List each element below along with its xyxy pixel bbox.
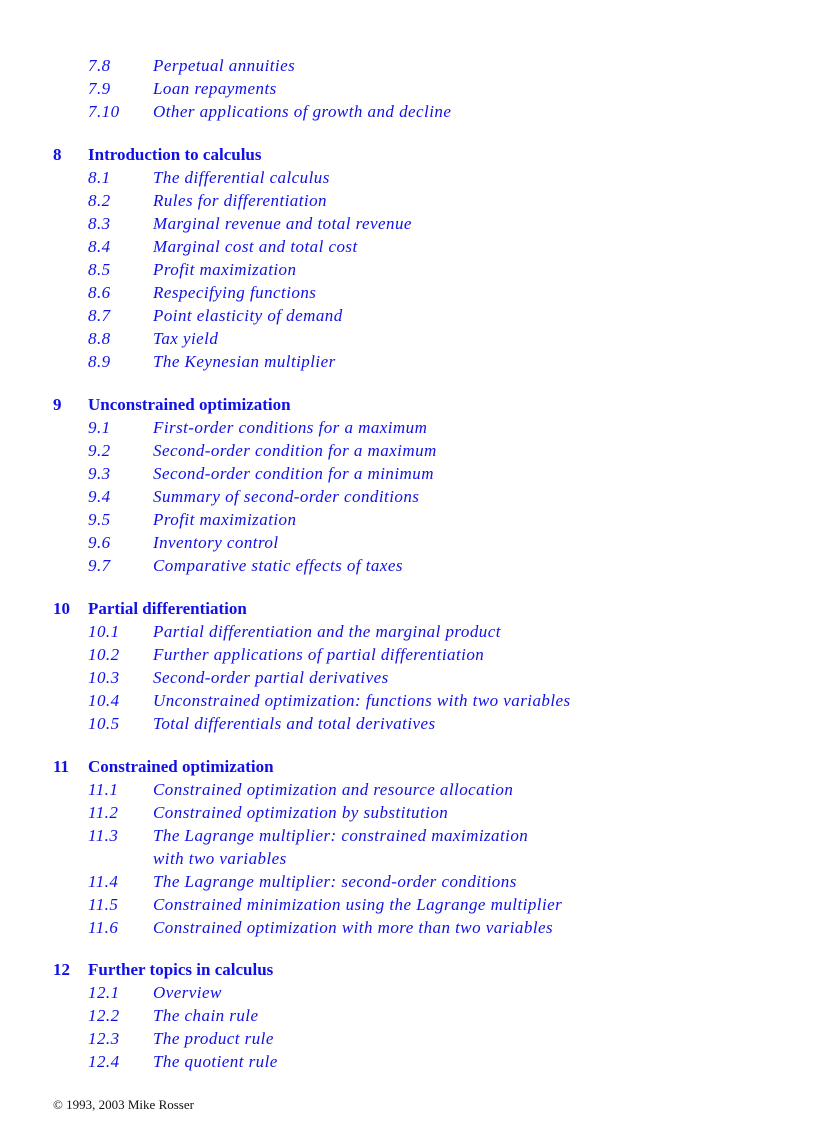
toc-entry-8-7[interactable] — [0, 304, 816, 327]
toc-entry-10-2[interactable] — [0, 643, 816, 666]
section-number: 8.1 — [88, 168, 111, 187]
toc-entry-8-5[interactable] — [0, 258, 816, 281]
section-number: 12.1 — [88, 983, 120, 1002]
section-number: 7.10 — [88, 102, 120, 121]
chapter-heading[interactable] — [0, 597, 816, 620]
section-title: Inventory control — [153, 533, 279, 552]
section-title: Marginal revenue and total revenue — [153, 214, 412, 233]
section-title: Constrained optimization by substitution — [153, 803, 449, 822]
toc-entry-8-8[interactable] — [0, 327, 816, 350]
toc-entry-7-8[interactable] — [0, 54, 816, 77]
section-title: Partial differentiation and the marginal product — [153, 622, 501, 641]
section-title: Constrained optimization and resource allocation — [153, 780, 514, 799]
toc-entry-8-1[interactable] — [0, 166, 816, 189]
toc-entry-12-2[interactable] — [0, 1004, 816, 1027]
section-title: Respecifying functions — [153, 283, 317, 302]
toc-entry-9-4[interactable] — [0, 485, 816, 508]
chapter-10 — [0, 597, 816, 735]
section-title: First-order conditions for a maximum — [153, 418, 428, 437]
toc-entry-8-6[interactable] — [0, 281, 816, 304]
toc-entry-11-1[interactable] — [0, 778, 816, 801]
chapter-number: 11 — [53, 757, 70, 776]
section-title: The Keynesian multiplier — [153, 352, 336, 371]
toc-entry-9-3[interactable] — [0, 462, 816, 485]
toc-entry-11-4[interactable] — [0, 870, 816, 893]
section-title: Profit maximization — [153, 260, 297, 279]
toc-entry-9-5[interactable] — [0, 508, 816, 531]
toc-entry-11-5[interactable] — [0, 893, 816, 916]
section-title: Second-order condition for a minimum — [153, 464, 434, 483]
section-title: Further applications of partial differentiation — [153, 645, 485, 664]
section-number: 10.2 — [88, 645, 120, 664]
section-number: 8.6 — [88, 283, 111, 302]
toc-entry-8-4[interactable] — [0, 235, 816, 258]
chapter-title: Further topics in calculus — [88, 960, 274, 979]
section-title: Comparative static effects of taxes — [153, 556, 403, 575]
section-title: Constrained optimization with more than two variables — [153, 918, 554, 937]
toc-entry-10-5[interactable] — [0, 712, 816, 735]
toc-entry-12-1[interactable] — [0, 981, 816, 1004]
toc-entry-9-7[interactable] — [0, 554, 816, 577]
toc-entry-11-2[interactable] — [0, 801, 816, 824]
toc-entry-9-1[interactable] — [0, 416, 816, 439]
section-number: 12.3 — [88, 1029, 120, 1048]
section-title: Summary of second-order conditions — [153, 487, 420, 506]
section-number: 8.8 — [88, 329, 111, 348]
chapter-title: Introduction to calculus — [88, 145, 262, 164]
section-title: Other applications of growth and decline — [153, 102, 452, 121]
chapter-title: Unconstrained optimization — [88, 395, 291, 414]
toc-entry-11-3[interactable] — [0, 824, 816, 870]
section-number: 12.2 — [88, 1006, 120, 1025]
toc-entry-12-4[interactable] — [0, 1050, 816, 1073]
section-title: Profit maximization — [153, 510, 297, 529]
section-number: 10.4 — [88, 691, 120, 710]
section-title: Second-order partial derivatives — [153, 668, 389, 687]
section-number: 9.2 — [88, 441, 111, 460]
section-number: 8.3 — [88, 214, 111, 233]
section-number: 9.3 — [88, 464, 111, 483]
section-number: 11.2 — [88, 803, 119, 822]
chapter-heading[interactable] — [0, 755, 816, 778]
section-number: 10.5 — [88, 714, 120, 733]
section-title: Overview — [153, 983, 222, 1002]
toc-entry-10-4[interactable] — [0, 689, 816, 712]
section-number: 9.4 — [88, 487, 111, 506]
toc-entry-8-9[interactable] — [0, 350, 816, 373]
chapter-title: Partial differentiation — [88, 599, 247, 618]
copyright-footer: © 1993, 2003 Mike Rosser — [53, 1097, 194, 1112]
chapter-7-continued — [0, 54, 816, 123]
section-number: 8.4 — [88, 237, 111, 256]
chapter-12 — [0, 958, 816, 1073]
section-title: Point elasticity of demand — [153, 306, 343, 325]
section-number: 9.7 — [88, 556, 111, 575]
section-number: 11.3 — [88, 826, 119, 845]
section-number: 7.8 — [88, 56, 111, 75]
toc-entry-11-6[interactable] — [0, 916, 816, 939]
section-title: Loan repayments — [153, 79, 277, 98]
toc-entry-7-9[interactable] — [0, 77, 816, 100]
section-title: Tax yield — [153, 329, 219, 348]
section-title: Second-order condition for a maximum — [153, 441, 437, 460]
section-number: 10.1 — [88, 622, 120, 641]
section-title: Rules for differentiation — [153, 191, 327, 210]
section-title: Unconstrained optimization: functions with two variables — [153, 691, 571, 710]
toc-entry-10-1[interactable] — [0, 620, 816, 643]
section-title: The product rule — [153, 1029, 274, 1048]
section-title: The Lagrange multiplier: second-order conditions — [153, 872, 517, 891]
section-number: 10.3 — [88, 668, 120, 687]
toc-entry-12-3[interactable] — [0, 1027, 816, 1050]
section-title: Perpetual annuities — [153, 56, 296, 75]
chapter-heading[interactable] — [0, 958, 816, 981]
section-number: 12.4 — [88, 1052, 120, 1071]
section-number: 11.1 — [88, 780, 119, 799]
section-number: 11.6 — [88, 918, 119, 937]
section-title: Constrained minimization using the Lagrange multiplier — [153, 895, 563, 914]
toc-entry-8-2[interactable] — [0, 189, 816, 212]
section-title: The quotient rule — [153, 1052, 278, 1071]
section-title: The Lagrange multiplier: constrained maximization with two variables — [153, 826, 529, 868]
toc-entry-8-3[interactable] — [0, 212, 816, 235]
section-number: 8.2 — [88, 191, 111, 210]
section-number: 9.1 — [88, 418, 111, 437]
chapter-title: Constrained optimization — [88, 757, 274, 776]
section-number: 11.5 — [88, 895, 119, 914]
chapter-9 — [0, 393, 816, 577]
chapter-number: 10 — [53, 599, 70, 618]
toc-entry-7-10[interactable] — [0, 100, 816, 123]
section-number: 7.9 — [88, 79, 111, 98]
chapter-heading[interactable] — [0, 143, 816, 166]
section-title: The chain rule — [153, 1006, 259, 1025]
chapter-number: 9 — [53, 395, 62, 414]
section-title: Total differentials and total derivatives — [153, 714, 436, 733]
section-number: 9.6 — [88, 533, 111, 552]
toc-entry-10-3[interactable] — [0, 666, 816, 689]
chapter-8 — [0, 143, 816, 373]
section-number: 8.9 — [88, 352, 111, 371]
section-title: The differential calculus — [153, 168, 330, 187]
section-number: 8.7 — [88, 306, 111, 325]
section-title: Marginal cost and total cost — [153, 237, 358, 256]
section-number: 8.5 — [88, 260, 111, 279]
chapter-heading[interactable] — [0, 393, 816, 416]
section-number: 9.5 — [88, 510, 111, 529]
toc-entry-9-6[interactable] — [0, 531, 816, 554]
chapter-number: 8 — [53, 145, 62, 164]
chapter-number: 12 — [53, 960, 70, 979]
toc-entry-9-2[interactable] — [0, 439, 816, 462]
section-number: 11.4 — [88, 872, 119, 891]
chapter-11 — [0, 755, 816, 939]
